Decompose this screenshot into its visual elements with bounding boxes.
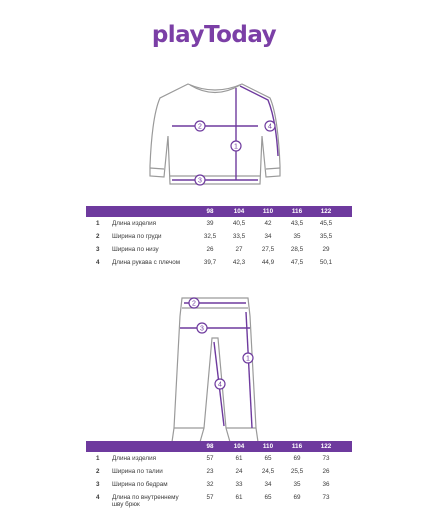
row-label: Длина по внутреннему шву брюк (112, 494, 179, 508)
cell: 57 (206, 455, 214, 462)
cell: 73 (322, 494, 330, 501)
pants-marker-2-label: 2 (192, 300, 196, 308)
cell: 33 (235, 481, 243, 488)
row-label: Ширина по бедрам (112, 481, 168, 488)
size-col: 98 (206, 443, 214, 450)
size-col: 116 (291, 208, 303, 215)
row-number: 4 (96, 494, 100, 501)
cell: 35,5 (319, 233, 333, 240)
table-row (86, 465, 352, 478)
row-label: Длина изделия (112, 455, 157, 462)
row-label: Ширина по низу (112, 246, 159, 253)
table-row (86, 243, 352, 256)
row-label: Ширина по груди (112, 233, 162, 240)
cell: 61 (235, 455, 243, 462)
cell: 44,9 (261, 259, 275, 266)
row-label: Длина рукава с плечом (112, 259, 181, 266)
cell: 25,5 (290, 468, 304, 475)
cell: 65 (264, 455, 272, 462)
table-row (86, 217, 352, 230)
row-number: 3 (96, 481, 100, 488)
cell: 40,5 (232, 220, 246, 227)
size-col: 110 (262, 443, 274, 450)
table-row (86, 491, 352, 511)
cell: 50,1 (319, 259, 333, 266)
pants-marker-4-label: 4 (218, 381, 222, 389)
cell: 28,5 (290, 246, 304, 253)
cell: 26 (322, 468, 330, 475)
row-number: 2 (96, 233, 100, 240)
size-col: 122 (320, 443, 332, 450)
size-col: 110 (262, 208, 274, 215)
size-col: 122 (320, 208, 332, 215)
bottom-size-table (86, 441, 352, 511)
cell: 34 (264, 481, 272, 488)
row-number: 4 (96, 259, 100, 266)
cell: 26 (206, 246, 214, 253)
cell: 42 (264, 220, 272, 227)
cell: 29 (322, 246, 330, 253)
brand-logo: playToday (151, 22, 277, 48)
cell: 36 (322, 481, 330, 488)
cell: 32,5 (203, 233, 217, 240)
cell: 69 (293, 455, 301, 462)
pants-diagram (160, 292, 270, 442)
sweater-marker-3-label: 3 (198, 177, 202, 185)
pants-marker-3-label: 3 (200, 325, 204, 333)
cell: 47,5 (290, 259, 304, 266)
cell: 33,5 (232, 233, 246, 240)
cell: 73 (322, 455, 330, 462)
cell: 32 (206, 481, 214, 488)
cell: 24 (235, 468, 243, 475)
sweater-diagram (130, 76, 300, 194)
cell: 45,5 (319, 220, 333, 227)
top-size-table (86, 206, 352, 269)
cell: 69 (293, 494, 301, 501)
row-label: Длина изделия (112, 220, 157, 227)
cell: 23 (206, 468, 214, 475)
table-row (86, 256, 352, 269)
sweater-marker-2-label: 2 (198, 123, 202, 131)
row-number: 3 (96, 246, 100, 253)
cell: 35 (293, 481, 301, 488)
cell: 39 (206, 220, 214, 227)
row-number: 1 (96, 220, 100, 227)
sweater-marker-4-label: 4 (268, 123, 272, 131)
table-row (86, 452, 352, 465)
size-col: 104 (233, 443, 245, 450)
top-table-header (86, 206, 352, 217)
cell: 61 (235, 494, 243, 501)
cell: 39,7 (203, 259, 217, 266)
cell: 27,5 (261, 246, 275, 253)
cell: 34 (264, 233, 272, 240)
table-row (86, 478, 352, 491)
cell: 24,5 (261, 468, 275, 475)
row-number: 2 (96, 468, 100, 475)
cell: 65 (264, 494, 272, 501)
cell: 27 (235, 246, 243, 253)
row-number: 1 (96, 455, 100, 462)
row-label: Ширина по талии (112, 468, 163, 475)
bottom-table-header (86, 441, 352, 452)
cell: 43,5 (290, 220, 304, 227)
size-col: 104 (233, 208, 245, 215)
pants-marker-1-label: 1 (246, 355, 250, 363)
cell: 57 (206, 494, 214, 501)
cell: 35 (293, 233, 301, 240)
table-row (86, 230, 352, 243)
size-col: 116 (291, 443, 303, 450)
size-col: 98 (206, 208, 214, 215)
cell: 42,3 (232, 259, 246, 266)
sweater-marker-1-label: 1 (234, 143, 238, 151)
